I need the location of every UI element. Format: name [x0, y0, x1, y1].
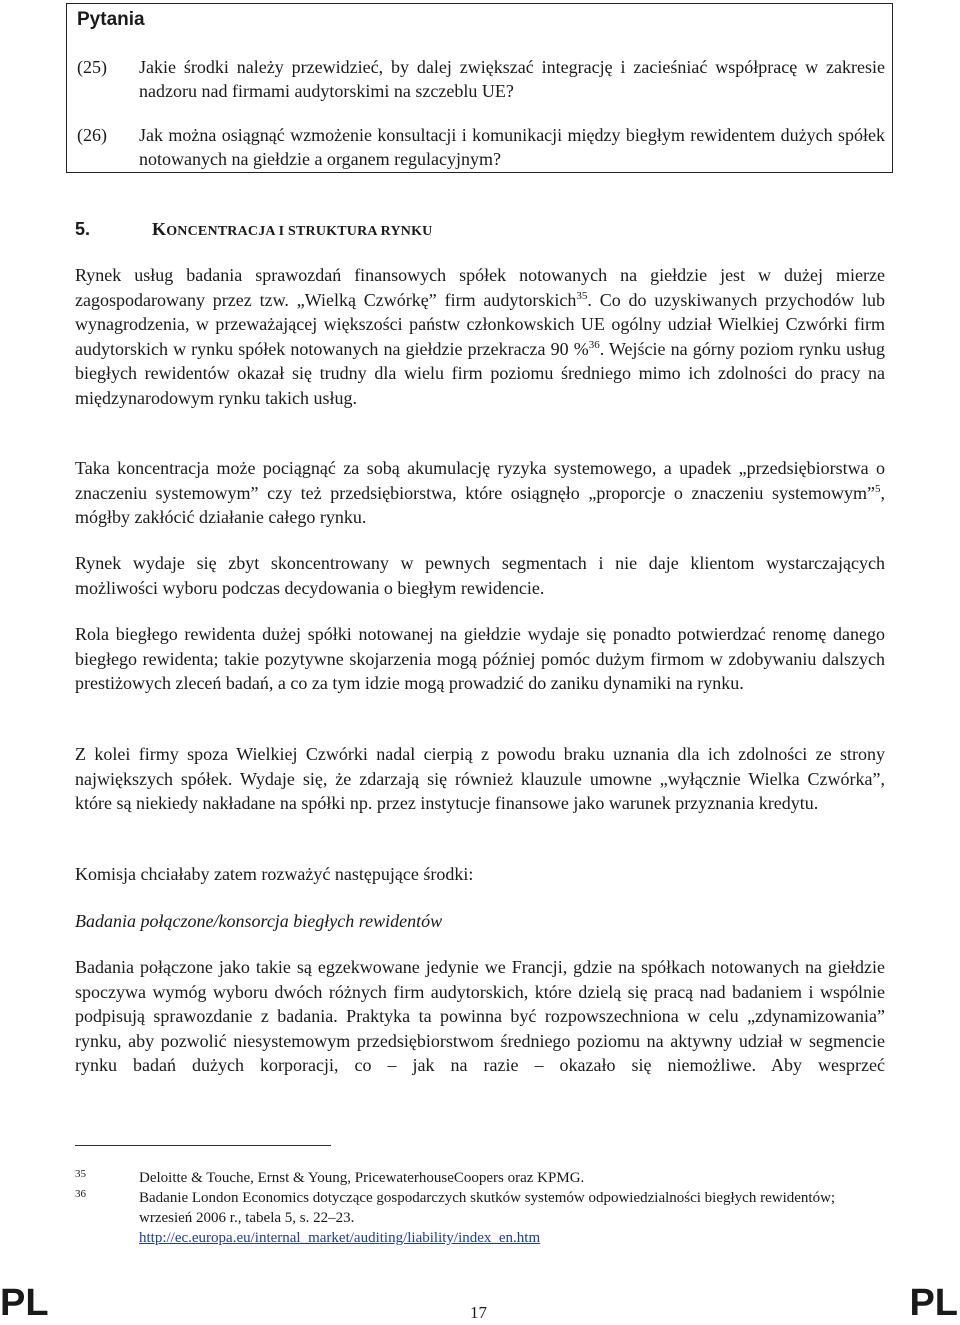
footnote-ref-35[interactable]: 35: [576, 289, 588, 302]
question-25: [77, 55, 885, 103]
paragraph-3: Rynek wydaje się zbyt skoncentrowany w pewnych segmentach i nie daje klientom wystarczających możliwości wyboru podczas decydowania o biegłym rewidencie.: [75, 553, 885, 598]
paragraph-text: , mógłby zakłócić działanie całego rynku.: [75, 482, 885, 528]
paragraph-1: [75, 263, 885, 411]
section-number: 5.: [75, 219, 91, 239]
section-title-rest: ONCENTRACJA I STRUKTURA RYNKU: [166, 224, 433, 239]
paragraph-text: Rynek usług badania sprawozdań finansowych spółek notowanych na giełdzie jest w dużej mierze zagospodarowany przez tzw. „Wielką Czwórkę” firm audytorskich: [75, 265, 885, 310]
language-code-right: PL: [909, 1282, 958, 1324]
subheading: Badania połączone/konsorcja biegłych rewidentów: [75, 911, 443, 931]
section-title: [152, 219, 433, 240]
paragraph-7: Badania połączone jako takie są egzekwowane jedynie we Francji, gdzie na spółkach notowanych na giełdzie spoczywa wymóg wyboru dwóch różnych firm audytorskich, które dzielą się pracą nad badaniem i wspólnie podpisują sprawozdanie z badania. Praktyka ta powinna być rozpowszechniona w celu „zdynamizowania” rynku, aby pozwolić niesystemowym przedsiębiorstwom średniego poziomu na aktywny udział w segmencie rynku badań dużych korporacji, co – jak na razie – okazało się niemożliwe. Aby wesprzeć: [75, 957, 885, 1076]
paragraph-text: Taka koncentracja może pociągnąć za sobą akumulację ryzyka systemowego, a upadek „przedsiębiorstwa o znaczeniu systemowym” czy też przedsiębiorstwa, które osiągnęło „proporcje o znaczeniu systemowym”: [75, 458, 885, 503]
footnote-mark: 36: [75, 1188, 86, 1200]
paragraph-text: . Wejście na górny poziom rynku usług biegłych rewidentów okazał się trudny dla wielu firm poziomu średniego mimo ich zdolności do pracy na międzynarodowym rynku takich usług.: [75, 338, 886, 408]
footnote-link[interactable]: http://ec.europa.eu/internal_market/auditing/liability/index_en.htm: [139, 1230, 541, 1246]
paragraph-4: Rola biegłego rewidenta dużej spółki notowanej na giełdzie wydaje się ponadto potwierdzać renomę danego biegłego rewidenta; takie pozytywne skojarzenia mogą później pomóc dużym firmom w zdobywaniu dalszych prestiżowych zleceń badań, a co za tym idzie mogą prowadzić do zaniku dynamiki na rynku.: [75, 624, 885, 694]
question-number: (26): [77, 125, 107, 145]
section-title-initial: K: [152, 219, 167, 239]
footnote-text: Badanie London Economics dotyczące gospodarczych skutków systemów odpowiedzialności biegłych rewidentów; wrzesień 2006 r., tabela 5, s. 22–23.: [139, 1190, 836, 1226]
paragraph-5: Z kolei firmy spoza Wielkiej Czwórki nadal cierpią z powodu braku uznania dla ich zdolności ze strony największych spółek. Wydaje się, że zdarzają się również klauzule umowne „wyłącznie Wielka Czwórka”, które są niekiedy nakładane na spółki np. przez instytucje finansowe jako warunek przyznania kredytu.: [75, 744, 885, 814]
question-number: (25): [77, 57, 107, 77]
language-code-left: PL: [0, 1282, 49, 1324]
footnote-mark: 35: [75, 1168, 86, 1180]
section-heading: [75, 219, 433, 240]
paragraph-6: Komisja chciałaby zatem rozważyć następujące środki:: [75, 864, 474, 884]
footnote-text: Deloitte & Touche, Ernst & Young, PricewaterhouseCoopers oraz KPMG.: [139, 1170, 585, 1186]
paragraph-text: . Co do uzyskiwanych przychodów lub wynagrodzenia, w przeważającej większości państw członkowskich UE ogólny udział Wielkiej Czwórki firm audytorskich w rynku spółek notowanych na giełdzie przekracza 90 %: [75, 289, 885, 359]
questions-title: Pytania: [77, 9, 145, 30]
questions-box: [66, 3, 893, 173]
page-number: 17: [470, 1303, 487, 1322]
footnote-ref-36[interactable]: 36: [588, 338, 600, 351]
question-text: Jak można osiągnąć wzmożenie konsultacji i komunikacji między biegłym rewidentem dużych spółek notowanych na giełdzie a organem regulacyjnym?: [139, 125, 885, 169]
question-26: [77, 123, 885, 171]
footnote-36: [75, 1188, 887, 1248]
footnote-separator: [75, 1145, 331, 1146]
footnote-35: [75, 1168, 887, 1188]
paragraph-2: [75, 456, 885, 530]
question-text: Jakie środki należy przewidzieć, by dalej zwiększać integrację i zacieśniać współpracę w zakresie nadzoru nad firmami audytorskimi na szczeblu UE?: [139, 57, 885, 101]
footnote-ref-5[interactable]: 5: [875, 482, 881, 495]
